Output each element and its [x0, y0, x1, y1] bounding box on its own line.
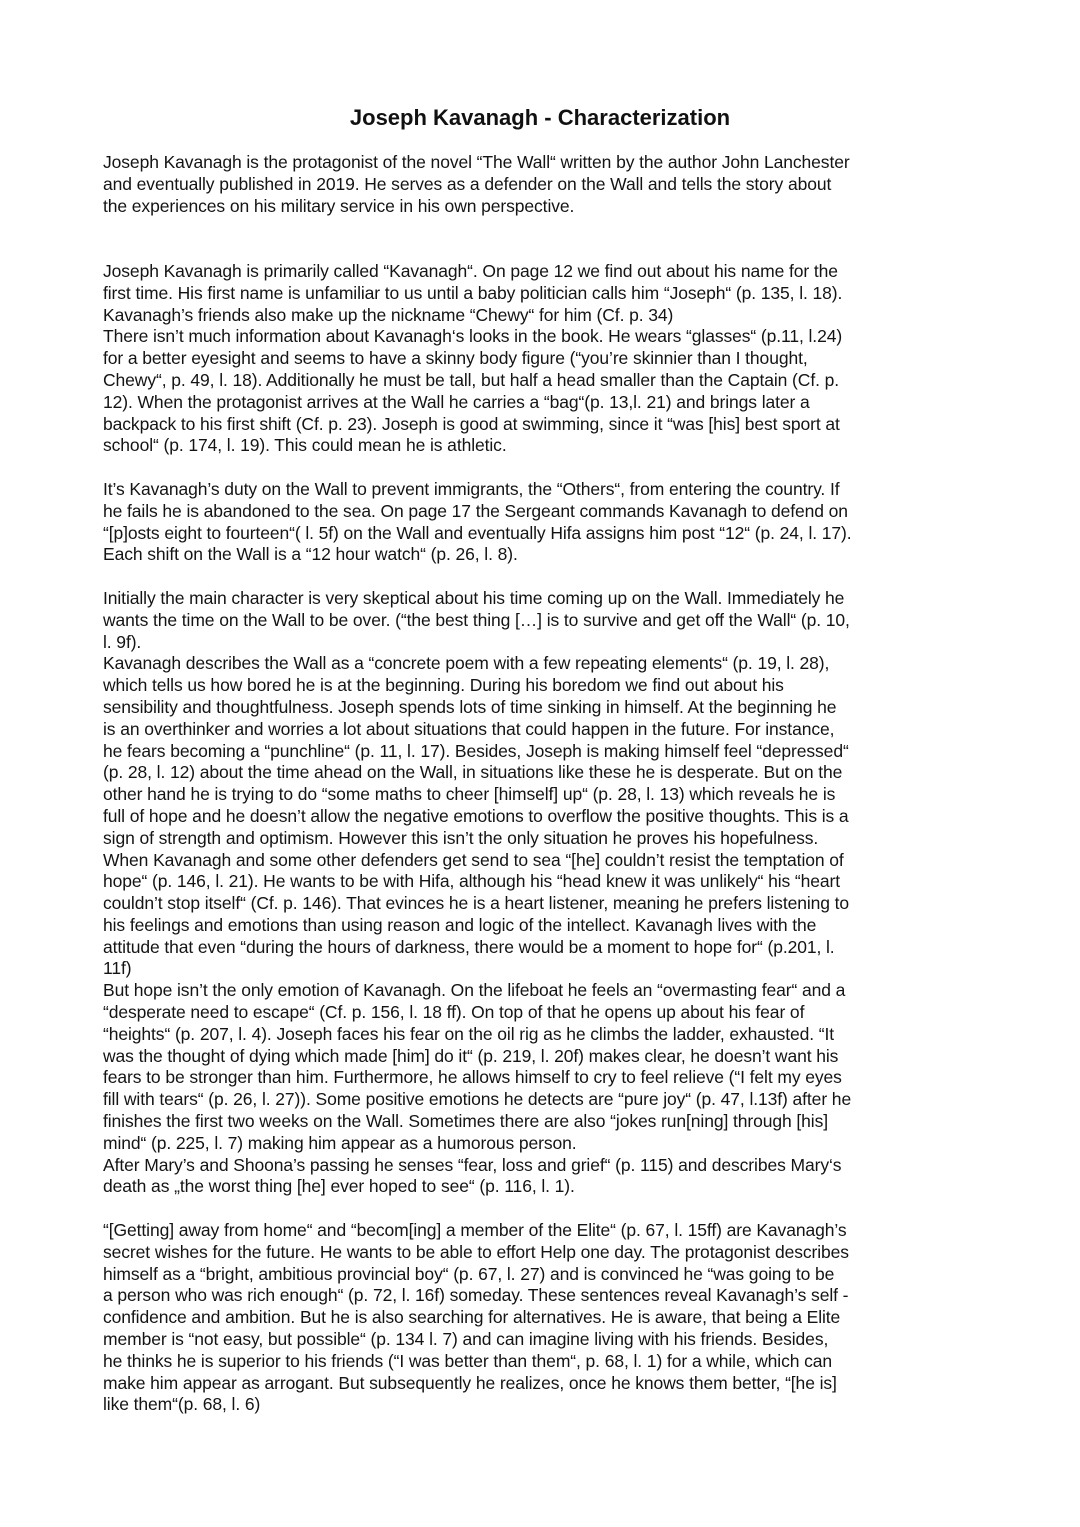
text-line: Chewy“, p. 49, l. 18). Additionally he must be tall, but half a head smaller than the Captain (Cf. p.: [103, 369, 840, 390]
paragraph-2: [103, 261, 983, 457]
text-line: first time. His first name is unfamiliar to us until a baby politician calls him “Joseph“ (p. 135, l. 18).: [103, 282, 843, 303]
text-line: Initially the main character is very skeptical about his time coming up on the Wall. Immediately he: [103, 587, 845, 608]
text-line: l. 9f).: [103, 631, 142, 652]
text-line: fill with tears“ (p. 26, l. 27)). Some positive emotions he detects are “pure joy“ (p. 47, l.13f) after he: [103, 1089, 852, 1110]
text-line: finishes the first two weeks on the Wall. Sometimes there are also “jokes run[ning] through [his]: [103, 1111, 828, 1132]
paragraph-5: [103, 1220, 983, 1416]
text-line: wants the time on the Wall to be over. (“the best thing […] is to survive and get off the Wall“ (p. 10,: [103, 609, 850, 630]
text-line: death as „the worst thing [he] ever hoped to see“ (p. 116, l. 1).: [103, 1176, 575, 1197]
paragraph-spacer: [103, 457, 983, 479]
text-line: secret wishes for the future. He wants to be able to effort Help one day. The protagonist describes: [103, 1241, 849, 1262]
text-line: “desperate need to escape“ (Cf. p. 156, l. 18 ff). On top of that he opens up about his fear of: [103, 1002, 805, 1023]
text-line: is an overthinker and worries a lot about situations that could happen in the future. For instance,: [103, 718, 835, 739]
text-line: After Mary’s and Shoona’s passing he senses “fear, loss and grief“ (p. 115) and describes Mary‘s: [103, 1154, 842, 1175]
document-body: [103, 152, 983, 1416]
text-line: make him appear as arrogant. But subsequently he realizes, once he knows them better, “[he is]: [103, 1372, 837, 1393]
text-line: member is “not easy, but possible“ (p. 134 l. 7) and can imagine living with his friends. Besides,: [103, 1329, 829, 1350]
text-line: “[Getting] away from home“ and “becom[ing] a member of the Elite“ (p. 67, l. 15ff) are Kavanagh’s: [103, 1220, 847, 1241]
text-line: There isn’t much information about Kavanagh‘s looks in the book. He wears “glasses“ (p.11, l.24): [103, 326, 843, 347]
text-line: he thinks he is superior to his friends (“I was better than them“, p. 68, l. 1) for a while, which can: [103, 1350, 833, 1371]
text-line: Kavanagh’s friends also make up the nickname “Chewy“ for him (Cf. p. 34): [103, 304, 674, 325]
text-line: for a better eyesight and seems to have a skinny body figure (“you’re skinnier than I thought,: [103, 348, 808, 369]
text-line: Joseph Kavanagh is the protagonist of the novel “The Wall“ written by the author John Lanchester: [103, 152, 850, 172]
text-line: other hand he is trying to do “some maths to cheer [himself] up“ (p. 28, l. 13) which reveals he is: [103, 784, 836, 805]
text-line: (p. 28, l. 12) about the time ahead on the Wall, in situations like these he is desperate. But on the: [103, 762, 843, 783]
text-line: mind“ (p. 225, l. 7) making him appear as a humorous person.: [103, 1132, 577, 1153]
text-line: backpack to his first shift (Cf. p. 23). Joseph is good at swimming, since it “was [his] best sport at: [103, 413, 840, 434]
text-line: It’s Kavanagh’s duty on the Wall to prevent immigrants, the “Others“, from entering the country. If: [103, 478, 840, 499]
text-line: himself as a “bright, ambitious provincial boy“ (p. 67, l. 27) and is convinced he “was going to be: [103, 1263, 835, 1284]
text-line: and eventually published in 2019. He serves as a defender on the Wall and tells the story about: [103, 173, 832, 194]
text-line: his feelings and emotions than using reason and logic of the intellect. Kavanagh lives with the: [103, 914, 817, 935]
paragraph-3: [103, 479, 983, 566]
text-line: “[p]osts eight to fourteen“( l. 5f) on the Wall and eventually Hifa assigns him post “12“ (p. 24, l. 17).: [103, 522, 852, 543]
text-line: he fears becoming a “punchline“ (p. 11, l. 17). Besides, Joseph is making himself feel “depressed“: [103, 740, 849, 761]
text-line: Each shift on the Wall is a “12 hour watch“ (p. 26, l. 8).: [103, 544, 518, 565]
text-line: Kavanagh describes the Wall as a “concrete poem with a few repeating elements“ (p. 19, l. 28),: [103, 653, 830, 674]
text-line: Joseph Kavanagh is primarily called “Kavanagh“. On page 12 we find out about his name for the: [103, 260, 838, 281]
text-line: hope“ (p. 146, l. 21). He wants to be with Hifa, although his “head knew it was unlikely“ his “heart: [103, 871, 841, 892]
text-line: was the thought of dying which made [him] do it“ (p. 219, l. 20f) makes clear, he doesn’t want his: [103, 1045, 839, 1066]
text-line: 11f): [103, 958, 132, 979]
text-line: sensibility and thoughtfulness. Joseph spends lots of time sinking in himself. At the beginning he: [103, 696, 837, 717]
paragraph-spacer: [103, 217, 983, 261]
paragraph-spacer: [103, 1198, 983, 1220]
text-line: But hope isn’t the only emotion of Kavanagh. On the lifeboat he feels an “overmasting fear“ and a: [103, 980, 846, 1001]
text-line: fears to be stronger than him. Furthermore, he allows himself to cry to feel relieve (“I felt my eyes: [103, 1067, 842, 1088]
text-line: sign of strength and optimism. However this isn’t the only situation he proves his hopefulness.: [103, 827, 819, 848]
paragraph-4: [103, 588, 983, 1198]
text-line: school“ (p. 174, l. 19). This could mean he is athletic.: [103, 435, 507, 456]
text-line: full of hope and he doesn’t allow the negative emotions to overflow the positive thoughts. This is a: [103, 805, 849, 826]
paragraph-1: [103, 152, 983, 217]
text-line: the experiences on his military service in his own perspective.: [103, 195, 575, 216]
text-line: a person who was rich enough“ (p. 72, l. 16f) someday. These sentences reveal Kavanagh’s self -: [103, 1285, 849, 1306]
text-line: “heights“ (p. 207, l. 4). Joseph faces his fear on the oil rig as he climbs the ladder, exhausted. “It: [103, 1023, 835, 1044]
text-line: which tells us how bored he is at the beginning. During his boredom we find out about his: [103, 675, 784, 696]
text-line: 12). When the protagonist arrives at the Wall he carries a “bag“(p. 13,l. 21) and brings later a: [103, 391, 810, 412]
document-title: Joseph Kavanagh - Characterization: [349, 105, 731, 130]
text-line: couldn’t stop itself“ (Cf. p. 146). That evinces he is a heart listener, meaning he prefers listening to: [103, 893, 850, 914]
text-line: like them“(p. 68, l. 6): [103, 1394, 261, 1415]
text-line: he fails he is abandoned to the sea. On page 17 the Sergeant commands Kavanagh to defend on: [103, 500, 848, 521]
text-line: confidence and ambition. But he is also searching for alternatives. He is aware, that being a Elite: [103, 1307, 841, 1328]
text-line: attitude that even “during the hours of darkness, there would be a moment to hope for“ (p.201, l.: [103, 936, 835, 957]
text-line: When Kavanagh and some other defenders get send to sea “[he] couldn’t resist the temptation of: [103, 849, 844, 870]
paragraph-spacer: [103, 566, 983, 588]
